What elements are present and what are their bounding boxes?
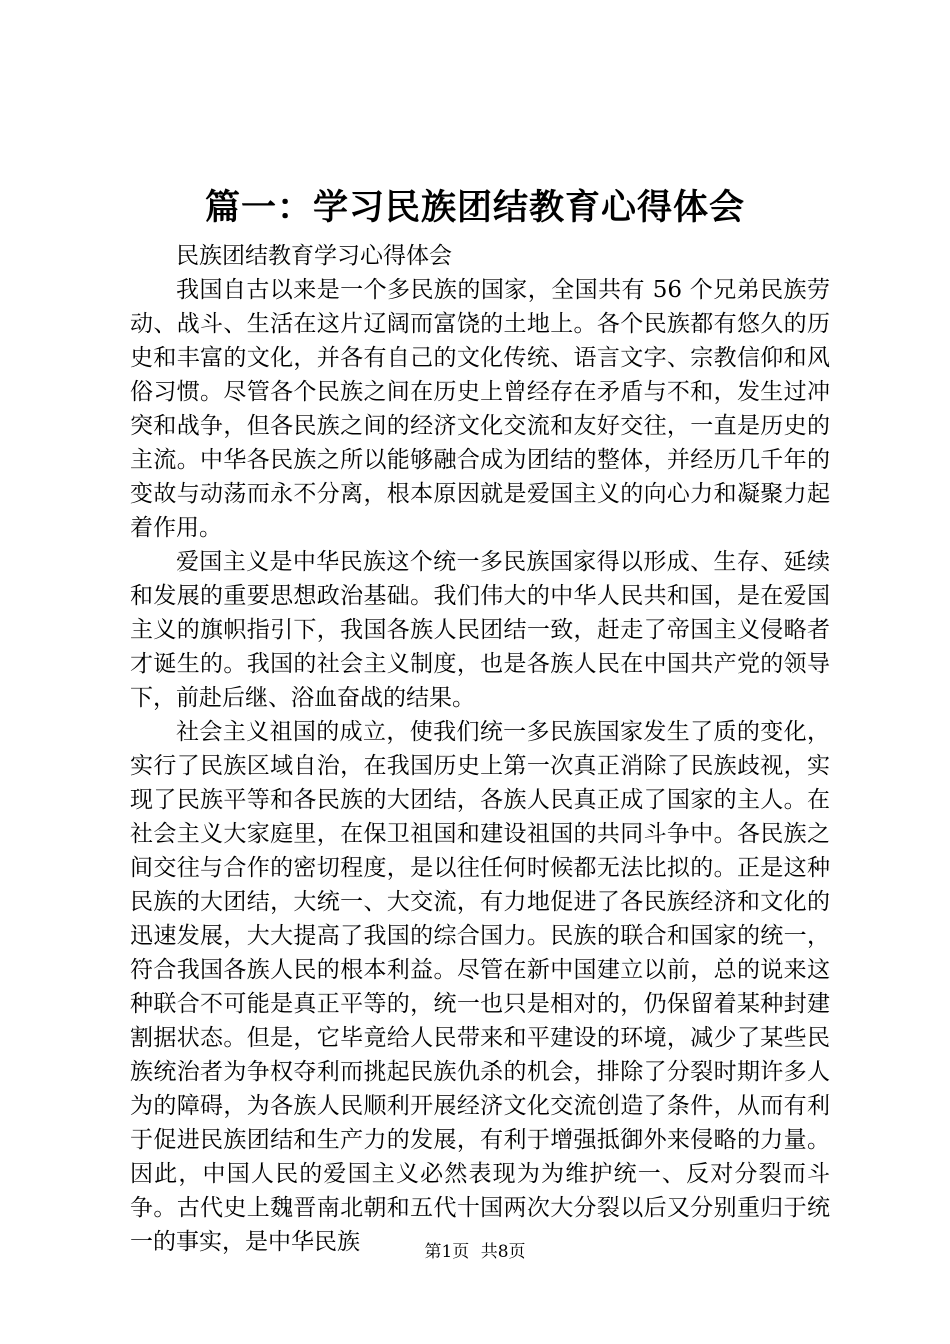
document-title: 篇一：学习民族团结教育心得体会 xyxy=(204,187,745,228)
paragraph-subtitle: 民族团结教育学习心得体会 xyxy=(176,243,452,269)
page-total: 共8页 xyxy=(480,1242,526,1262)
paragraph: 爱国主义是中华民族这个统一多民族国家得以形成、生存、延续和发展的重要思想政治基础。我们伟大的中华人民共和国，是在爱国主义的旗帜指引下，我国各族人民团结一致，赶走了帝国主义侵略者才诞生的。我国的社会主义制度，也是各族人民在中国共产党的领导下，前赴后继、浴血奋战的结果。 xyxy=(130,549,830,711)
page-number: 第1页 xyxy=(424,1242,470,1262)
paragraph: 社会主义祖国的成立，使我们统一多民族国家发生了质的变化，实行了民族区域自治，在我国历史上第一次真正消除了民族歧视，实现了民族平等和各民族的大团结，各族人民真正成了国家的主人。在社会主义大家庭里，在保卫祖国和建设祖国的共同斗争中。各民族之间交往与合作的密切程度，是以往任何时候都无法比拟的。正是这种民族的大团结，大统一、大交流，有力地促进了各民族经济和文化的迅速发展，大大提高了我国的综合国力。民族的联合和国家的统一，符合我国各族人民的根本利益。尽管在新中国建立以前，总的说来这种联合不可能是真正平等的，统一也只是相对的，仍保留着某种封建割据状态。但是，它毕竟给人民带来和平建设的环境，减少了某些民族统治者为争权夺利而挑起民族仇杀的机会，排除了分裂时期许多人为的障碍，为各族人民顺利开展经济文化交流创造了条件，从而有利于促进民族团结和生产力的发展，有利于增强抵御外来侵略的力量。因此，中国人民的爱国主义必然表现为为维护统一、反对分裂而斗争。古代史上魏晋南北朝和五代十国两次大分裂以后又分别重归于统一的事实，是中华民族 xyxy=(130,719,830,1255)
page-footer xyxy=(0,1240,950,1264)
document-body xyxy=(130,239,830,1259)
paragraph: 我国自古以来是一个多民族的国家，全国共有 56 个兄弟民族劳动、战斗、生活在这片辽阔而富饶的土地上。各个民族都有悠久的历史和丰富的文化，并各有自己的文化传统、语言文字、宗教信仰和风俗习惯。尽管各个民族之间在历史上曾经存在矛盾与不和，发生过冲突和战争，但各民族之间的经济文化交流和友好交往，一直是历史的主流。中华各民族之所以能够融合成为团结的整体，并经历几千年的变故与动荡而永不分离，根本原因就是爱国主义的向心力和凝聚力起着作用。 xyxy=(130,277,830,541)
